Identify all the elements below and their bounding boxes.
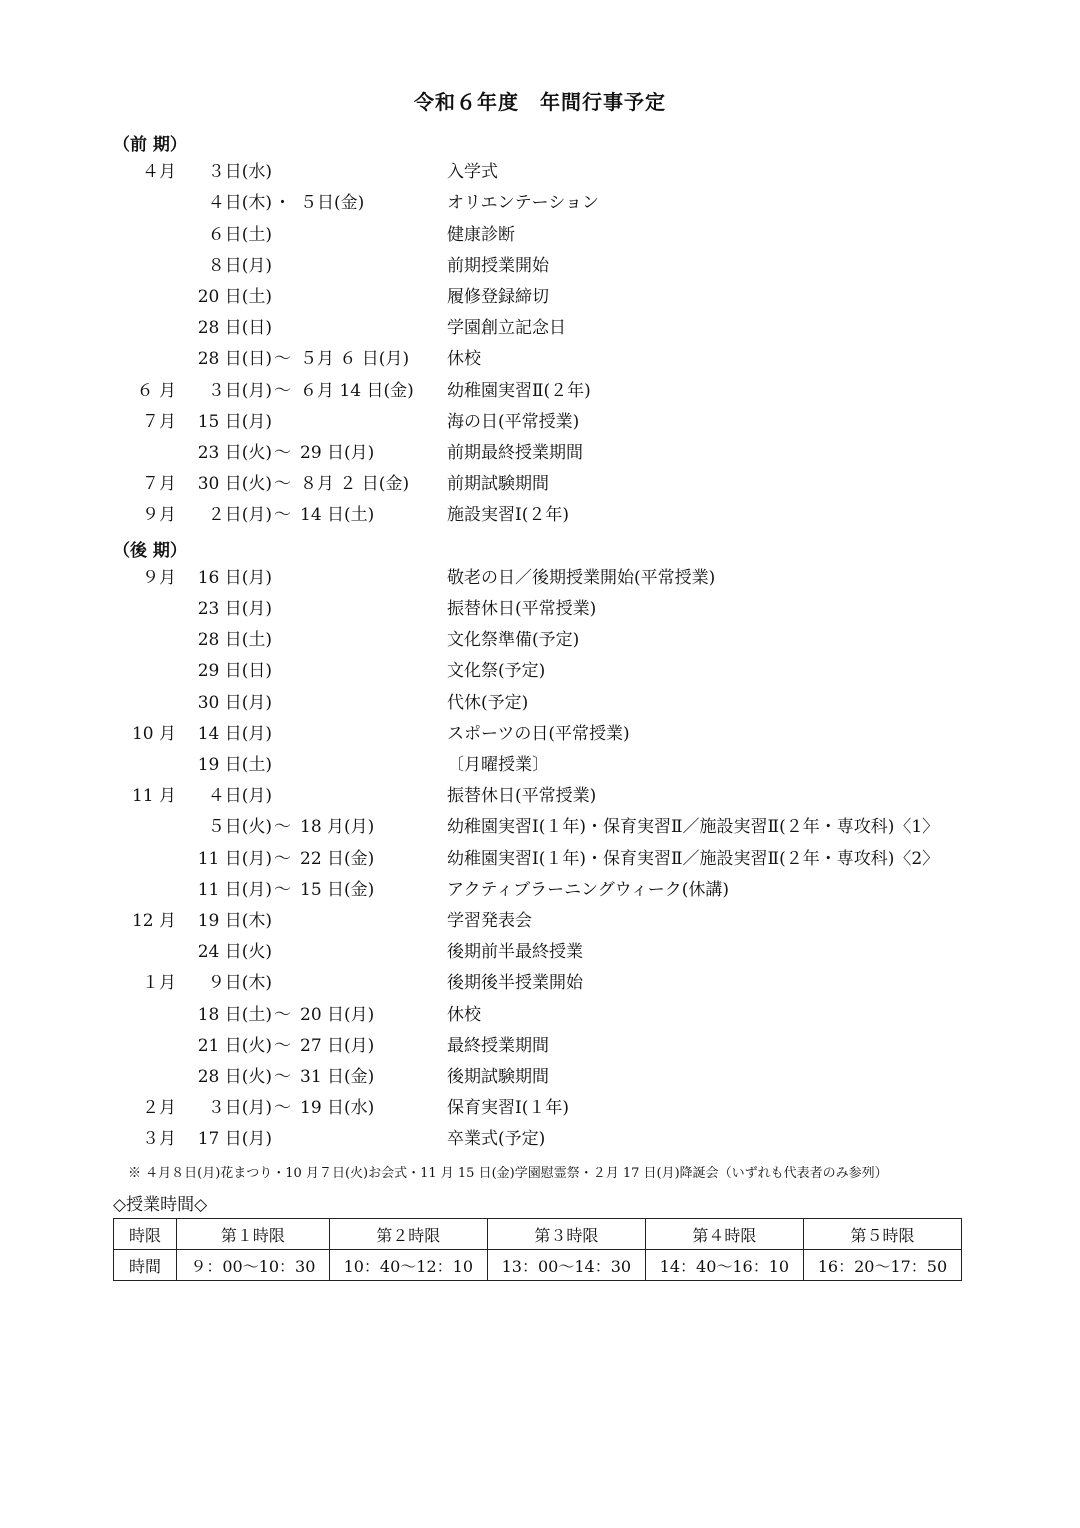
start-date: 23 日(火) xyxy=(197,443,272,463)
date-separator: ～ xyxy=(274,380,291,401)
event-name: 後期前半最終授業 xyxy=(447,942,583,963)
time-cell: 10：40～12：10 xyxy=(329,1250,487,1281)
start-date: ３日(月) xyxy=(207,380,272,401)
event-name: 施設実習Ⅰ(２年) xyxy=(447,505,569,526)
start-date: 17 日(月) xyxy=(197,1129,272,1150)
start-date: 16 日(月) xyxy=(197,567,272,588)
event-name: オリエンテーション xyxy=(447,193,599,214)
start-date: 28 日(土) xyxy=(197,630,272,651)
month-cell: ９月 xyxy=(142,505,176,526)
class-hours-title: ◇授業時間◇ xyxy=(113,1195,208,1215)
section-heading: （前 期） xyxy=(113,135,187,155)
schedule-row xyxy=(0,1095,1080,1121)
date-separator: ～ xyxy=(274,1035,291,1056)
month-cell: 12 月 xyxy=(131,911,176,931)
start-date: 23 日(月) xyxy=(197,599,272,619)
end-date: 14 日(土) xyxy=(300,505,375,526)
end-date: 19 日(水) xyxy=(300,1098,375,1119)
start-date: 30 日(火) xyxy=(197,474,272,495)
event-name: 学園創立記念日 xyxy=(447,318,566,339)
event-name: 文化祭準備(予定) xyxy=(447,630,580,651)
end-date: ５月 ６ 日(月) xyxy=(300,349,410,370)
schedule-row xyxy=(0,846,1080,872)
schedule-row xyxy=(0,658,1080,684)
schedule-row xyxy=(0,378,1080,404)
date-separator: ～ xyxy=(274,443,291,463)
month-cell: ７月 xyxy=(142,411,176,432)
schedule-row xyxy=(0,159,1080,185)
period-cell: 第３時限 xyxy=(487,1219,645,1250)
period-cell: 第５時限 xyxy=(803,1219,961,1250)
start-date: 11 日(月) xyxy=(197,879,272,900)
month-cell: １月 xyxy=(142,973,176,994)
start-date: ３日(月) xyxy=(207,1098,272,1119)
start-date: 21 日(火) xyxy=(197,1035,272,1056)
event-name: アクティブラーニングウィーク(休講) xyxy=(447,879,730,900)
month-cell: 10 月 xyxy=(131,723,176,744)
month-cell: ７月 xyxy=(142,474,176,495)
start-date: ３日(水) xyxy=(207,162,272,183)
event-name: 振替休日(平常授業) xyxy=(447,599,597,619)
start-date: 18 日(土) xyxy=(197,1004,272,1025)
period-row xyxy=(114,1219,962,1250)
start-date: ２日(月) xyxy=(207,505,272,526)
schedule-row xyxy=(0,409,1080,435)
start-date: ８日(月) xyxy=(207,255,272,276)
schedule-row xyxy=(0,502,1080,528)
time-cell: 13：00～14：30 xyxy=(487,1250,645,1281)
event-name: 海の日(平常授業) xyxy=(447,411,580,432)
schedule-row xyxy=(0,690,1080,716)
event-name: 後期試験期間 xyxy=(447,1067,549,1087)
time-cell: 16：20～17：50 xyxy=(803,1250,961,1281)
date-separator: ～ xyxy=(274,505,291,526)
end-date: 20 日(月) xyxy=(300,1004,375,1025)
start-date: 11 日(月) xyxy=(197,848,272,869)
schedule-row xyxy=(0,783,1080,809)
schedule-row xyxy=(0,315,1080,341)
schedule-row xyxy=(0,877,1080,903)
event-name: 幼稚園実習Ⅱ(２年) xyxy=(447,380,591,401)
month-cell: 11 月 xyxy=(131,786,176,807)
event-name: 学習発表会 xyxy=(447,911,532,931)
event-name: 文化祭(予定) xyxy=(447,661,546,682)
start-date: ６日(土) xyxy=(207,224,272,245)
event-name: 休校 xyxy=(447,349,481,370)
period-header: 時限 xyxy=(114,1219,177,1250)
schedule-row xyxy=(0,1002,1080,1028)
month-cell: ３月 xyxy=(142,1129,176,1150)
schedule-row xyxy=(0,284,1080,310)
schedule-row xyxy=(0,190,1080,216)
schedule-row xyxy=(0,596,1080,622)
event-name: 最終授業期間 xyxy=(447,1035,549,1056)
date-separator: ～ xyxy=(274,1098,291,1119)
start-date: ９日(木) xyxy=(207,973,272,994)
schedule-row xyxy=(0,346,1080,372)
event-name: 前期授業開始 xyxy=(447,255,549,276)
date-separator: ～ xyxy=(274,848,291,869)
end-date: 27 日(月) xyxy=(300,1035,375,1056)
schedule-row xyxy=(0,565,1080,591)
event-name: スポーツの日(平常授業) xyxy=(447,723,630,744)
schedule-row xyxy=(0,440,1080,466)
end-date: ６月 14 日(金) xyxy=(300,380,414,401)
end-date: ５日(金) xyxy=(300,193,365,214)
event-name: 履修登録締切 xyxy=(447,287,549,307)
schedule-row xyxy=(0,752,1080,778)
event-name: 幼稚園実習Ⅰ(１年)・保育実習Ⅱ／施設実習Ⅱ(２年・専攻科)〈2〉 xyxy=(447,848,940,869)
schedule-row xyxy=(0,1126,1080,1152)
start-date: 20 日(土) xyxy=(197,287,272,307)
start-date: 19 日(木) xyxy=(197,911,272,931)
start-date: 24 日(火) xyxy=(197,942,272,963)
time-header: 時間 xyxy=(114,1250,177,1281)
start-date: 30 日(月) xyxy=(197,692,272,713)
event-name: 幼稚園実習Ⅰ(１年)・保育実習Ⅱ／施設実習Ⅱ(２年・専攻科)〈1〉 xyxy=(447,817,940,838)
start-date: ４日(月) xyxy=(207,786,272,807)
start-date: ５日(火) xyxy=(207,817,272,838)
event-name: 敬老の日／後期授業開始(平常授業) xyxy=(447,567,716,588)
start-date: 28 日(火) xyxy=(197,1067,272,1087)
schedule-row xyxy=(0,721,1080,747)
class-hours-table xyxy=(113,1218,962,1281)
end-date: 15 日(金) xyxy=(300,879,375,900)
date-separator: ・ xyxy=(274,193,291,214)
schedule-row xyxy=(0,970,1080,996)
month-cell: ２月 xyxy=(142,1098,176,1119)
schedule-row xyxy=(0,1064,1080,1090)
event-name: 後期後半授業開始 xyxy=(447,973,583,994)
date-separator: ～ xyxy=(274,349,291,370)
schedule-row xyxy=(0,908,1080,934)
footnote: ※ ４月８日(月)花まつり・10 月７日(火)お会式・11 月 15 日(金)学園慰霊祭・２月 17 日(月)降誕会（いずれも代表者のみ参列） xyxy=(128,1166,888,1181)
schedule-row xyxy=(0,471,1080,497)
start-date: 19 日(土) xyxy=(197,755,272,775)
event-name: 振替休日(平常授業) xyxy=(447,786,597,807)
end-date: 29 日(月) xyxy=(300,443,375,463)
section-heading: （後 期） xyxy=(113,540,187,561)
period-cell: 第１時限 xyxy=(177,1219,330,1250)
start-date: 14 日(月) xyxy=(197,723,272,744)
event-name: 休校 xyxy=(447,1004,481,1025)
event-name: 健康診断 xyxy=(447,224,515,245)
event-name: 前期最終授業期間 xyxy=(447,443,583,463)
date-separator: ～ xyxy=(274,817,291,838)
date-separator: ～ xyxy=(274,1067,291,1087)
date-separator: ～ xyxy=(274,474,291,495)
event-name: 入学式 xyxy=(447,162,498,183)
start-date: 29 日(日) xyxy=(197,661,272,682)
month-cell: ９月 xyxy=(142,567,176,588)
schedule-row xyxy=(0,1033,1080,1059)
month-cell: ４月 xyxy=(142,162,176,183)
end-date: ８月 ２ 日(金) xyxy=(300,474,410,495)
end-date: 22 日(金) xyxy=(300,848,375,869)
time-row xyxy=(114,1250,962,1281)
event-name: 保育実習Ⅰ(１年) xyxy=(447,1098,569,1119)
end-date: 18 月(月) xyxy=(300,817,375,838)
date-separator: ～ xyxy=(274,879,291,900)
start-date: 28 日(日) xyxy=(197,349,272,370)
start-date: 15 日(月) xyxy=(197,411,272,432)
schedule-row xyxy=(0,939,1080,965)
period-cell: 第２時限 xyxy=(329,1219,487,1250)
time-cell: 14：40～16：10 xyxy=(645,1250,803,1281)
end-date: 31 日(金) xyxy=(300,1067,375,1087)
page-title: 令和６年度 年間行事予定 xyxy=(414,90,666,114)
event-name: 卒業式(予定) xyxy=(447,1129,546,1150)
period-cell: 第４時限 xyxy=(645,1219,803,1250)
start-date: ４日(木) xyxy=(207,193,272,214)
start-date: 28 日(日) xyxy=(197,318,272,339)
month-cell: ６ 月 xyxy=(136,380,176,401)
schedule-row xyxy=(0,253,1080,279)
event-name: 〔月曜授業〕 xyxy=(447,755,549,775)
time-cell: ９：00～10：30 xyxy=(177,1250,330,1281)
event-name: 代休(予定) xyxy=(447,692,529,713)
event-name: 前期試験期間 xyxy=(447,474,549,495)
schedule-row xyxy=(0,814,1080,840)
schedule-row xyxy=(0,627,1080,653)
date-separator: ～ xyxy=(274,1004,291,1025)
schedule-row xyxy=(0,222,1080,248)
